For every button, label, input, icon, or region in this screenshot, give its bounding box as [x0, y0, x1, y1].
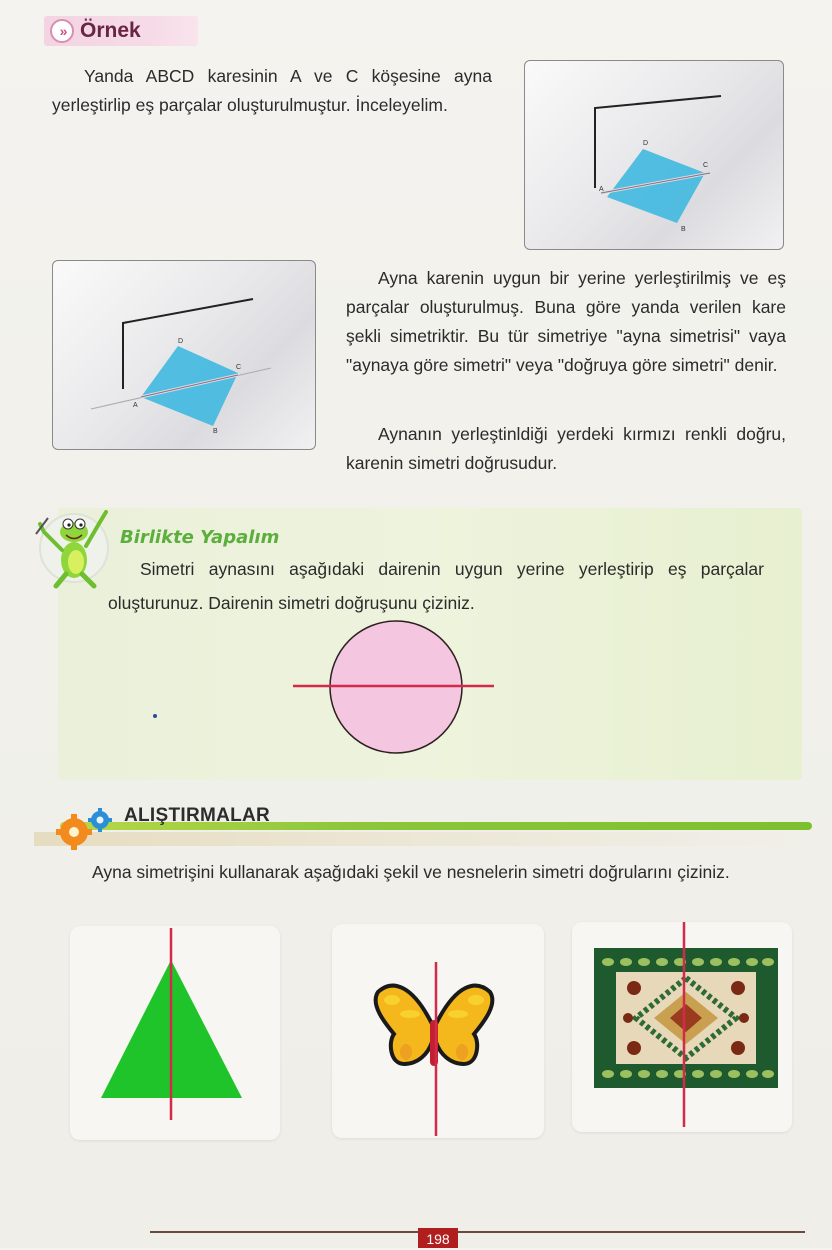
ornek-explanation-1: Ayna karenin uygun bir yerine yerleştirilmiş ve eş parçalar oluşturulmuş. Buna göre yanda verilen kare şekli simetriktir. Bu tür simetriye "ayna simetrisi" vaya "aynaya göre simetri" veya "doğruya göre simetri" denir.: [346, 268, 786, 375]
svg-text:D: D: [178, 338, 184, 345]
exercise-card-triangle[interactable]: [70, 926, 280, 1140]
birlikte-instruction: Simetri aynasını aşağıdaki dairenin uygun yerine yerleştirip eş parçalar oluşturunuz. Dairenin simetri doğruşunu çiziniz.: [108, 559, 764, 613]
svg-text:B: B: [213, 428, 218, 435]
svg-text:B: B: [681, 226, 686, 233]
exercise-card-butterfly[interactable]: [332, 924, 544, 1138]
stray-dot: [153, 714, 157, 718]
page-number: 198: [418, 1228, 458, 1248]
double-chevron-right-icon: »: [50, 19, 74, 43]
svg-text:C: C: [703, 162, 709, 169]
circle-with-symmetry-line: [290, 615, 500, 765]
ornek-header: [44, 16, 198, 46]
footer-line: [150, 1231, 805, 1233]
svg-text:D: D: [643, 140, 649, 147]
mirror-square-photo-1: [524, 60, 784, 250]
alistirmalar-title: ALIŞTIRMALAR: [124, 805, 271, 826]
ornek-explanation-2: Aynanın yerleştinldiği yerdeki kırmızı renkli doğru, karenin simetri doğrusudur.: [346, 424, 786, 473]
svg-text:A: A: [599, 186, 604, 193]
svg-text:A: A: [133, 402, 138, 409]
ornek-intro-text: Yanda ABCD karesinin A ve C köşesine ayna yerleştirlip eş parçalar oluşturulmuştur. İnceleyelim.: [52, 66, 492, 115]
alistirmalar-bar-shadow: [34, 832, 814, 846]
ornek-title: Örnek: [80, 19, 141, 42]
svg-text:C: C: [236, 364, 242, 371]
alistirmalar-instruction: Ayna simetrişini kullanarak aşağıdaki şekil ve nesnelerin simetri doğrularını çiziniz.: [92, 862, 730, 882]
exercise-card-carpet[interactable]: [572, 922, 792, 1132]
frog-mascot-icon: [30, 500, 118, 592]
gears-icon: [56, 804, 120, 850]
birlikte-yapalim-title: Birlikte Yapalım: [120, 527, 280, 548]
mirror-square-photo-2: [52, 260, 316, 450]
